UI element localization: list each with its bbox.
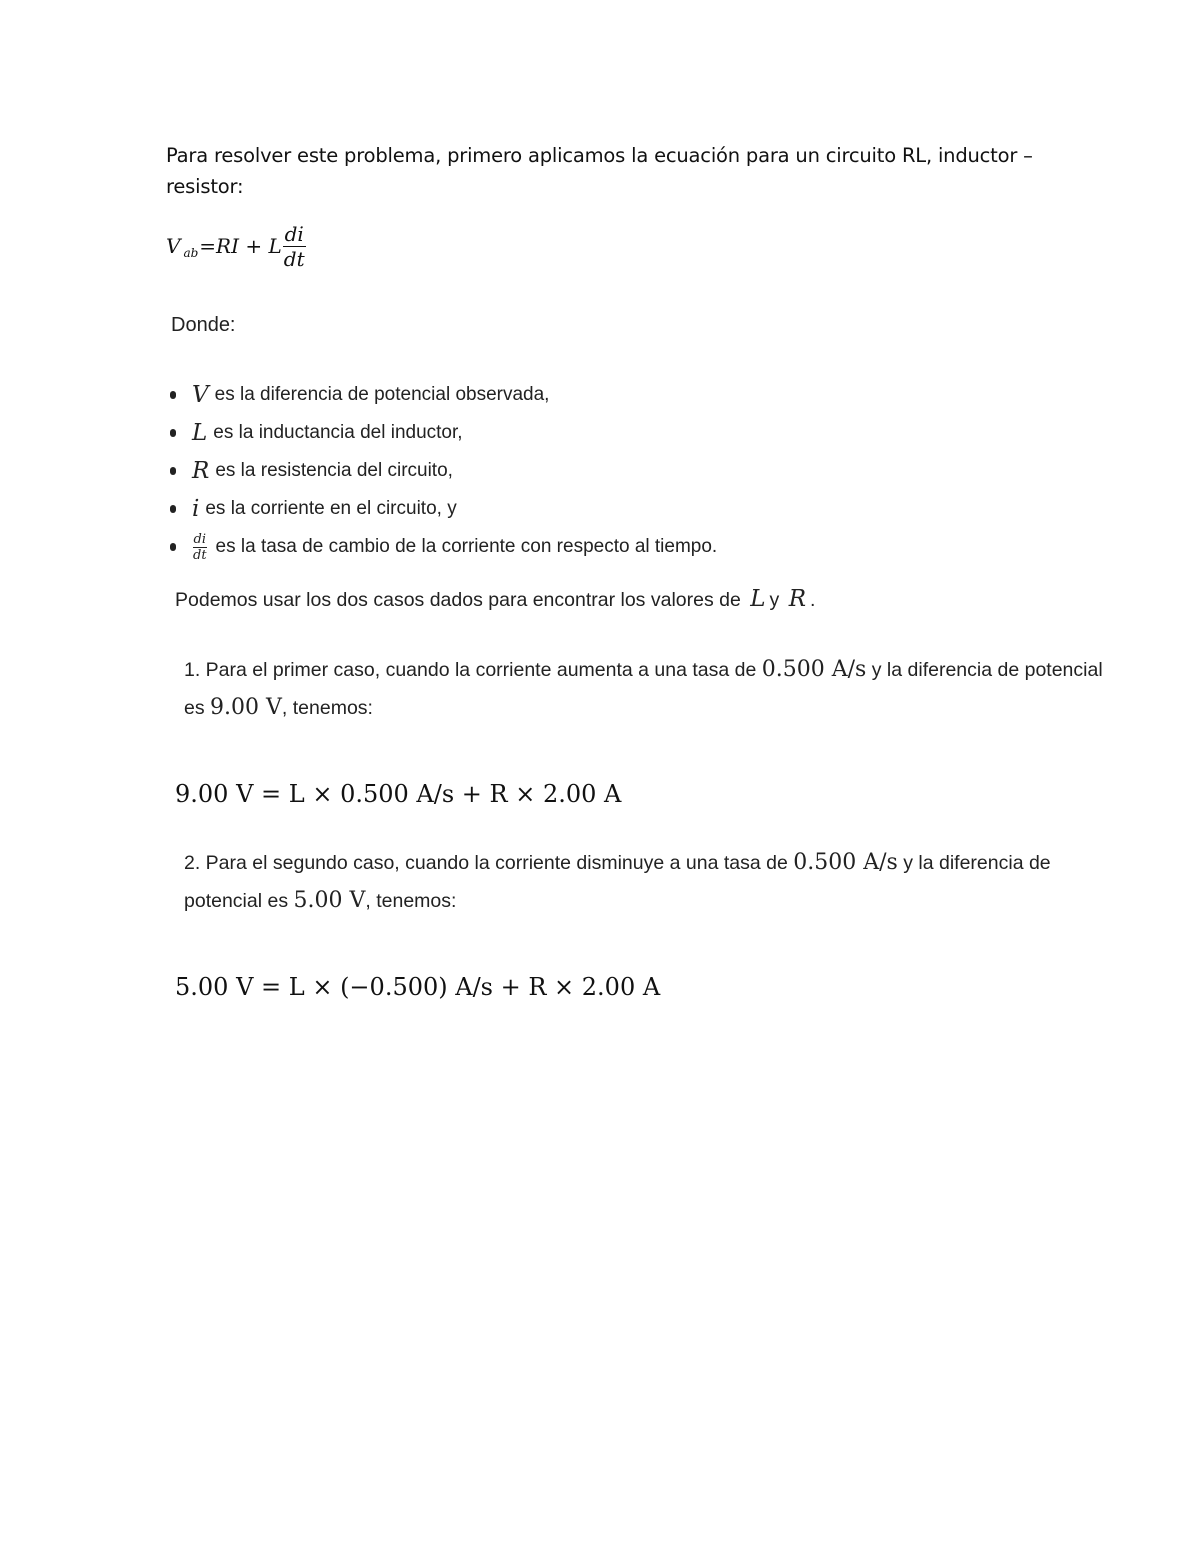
bullet-icon [170, 391, 176, 399]
case-text: 1. Para el primer caso, cuando la corriente aumenta a una tasa de [184, 659, 757, 681]
equation-rhs: =RI + L [199, 234, 282, 258]
case-text: y la diferencia de potencial es [184, 852, 1051, 912]
definitions-list [170, 376, 1070, 566]
equation-case-one: 9.00 V = L × 0.500 A/s + R × 2.00 A [175, 780, 622, 808]
list-item [170, 490, 1070, 528]
case-text: , tenemos: [365, 890, 457, 912]
definition-text: es la tasa de cambio de la corriente con respecto al tiempo. [215, 536, 718, 557]
math-symbol: R [192, 458, 210, 484]
donde-label: Donde: [171, 314, 236, 336]
bullet-icon [170, 467, 176, 475]
fraction-denominator: dt [193, 547, 207, 563]
case-text: y la diferencia de potencial es [184, 659, 1103, 719]
fraction-denominator: dt [283, 246, 305, 271]
podemos-text: Podemos usar los dos casos dados para encontrar los valores de [175, 589, 741, 611]
definition-text: es la corriente en el circuito, y [205, 498, 457, 519]
math-symbol: V [192, 382, 209, 408]
bullet-icon [170, 505, 176, 513]
case-one-paragraph [184, 651, 1114, 727]
podemos-conjunction: y [769, 589, 780, 611]
definition-text: es la resistencia del circuito, [215, 460, 453, 481]
math-symbol: L [192, 420, 208, 446]
podemos-paragraph [175, 586, 815, 612]
equation-subscript: ab [183, 246, 199, 260]
case-text: 2. Para el segundo caso, cuando la corriente disminuye a una tasa de [184, 852, 788, 874]
intro-paragraph: Para resolver este problema, primero aplicamos la ecuación para un circuito RL, inductor – resistor: [166, 144, 1033, 198]
definition-text: es la inductancia del inductor, [213, 422, 463, 443]
rate-value: 0.500 A/s [761, 657, 867, 682]
equation-case-two: 5.00 V = L × (−0.500) A/s + R × 2.00 A [175, 973, 661, 1001]
list-item [170, 528, 1070, 566]
case-two-paragraph [184, 844, 1114, 920]
list-item [170, 376, 1070, 414]
math-symbol: R [788, 586, 807, 612]
definition-text: es la diferencia de potencial observada, [214, 384, 550, 405]
rate-value: 0.500 A/s [793, 850, 898, 875]
equation-v: V [166, 234, 181, 258]
equation-fraction [282, 222, 307, 271]
bullet-icon [170, 543, 176, 551]
math-symbol: L [750, 586, 766, 612]
voltage-value: 9.00 V [210, 695, 282, 720]
math-fraction [192, 532, 208, 563]
fraction-numerator: di [284, 221, 304, 246]
fraction-numerator: di [193, 531, 207, 547]
voltage-value: 5.00 V [293, 888, 366, 913]
math-symbol: i [192, 496, 200, 522]
case-text: , tenemos: [281, 697, 373, 719]
rl-circuit-equation [166, 218, 307, 274]
podemos-period: . [810, 589, 816, 611]
bullet-icon [170, 429, 176, 437]
list-item [170, 452, 1070, 490]
list-item [170, 414, 1070, 452]
